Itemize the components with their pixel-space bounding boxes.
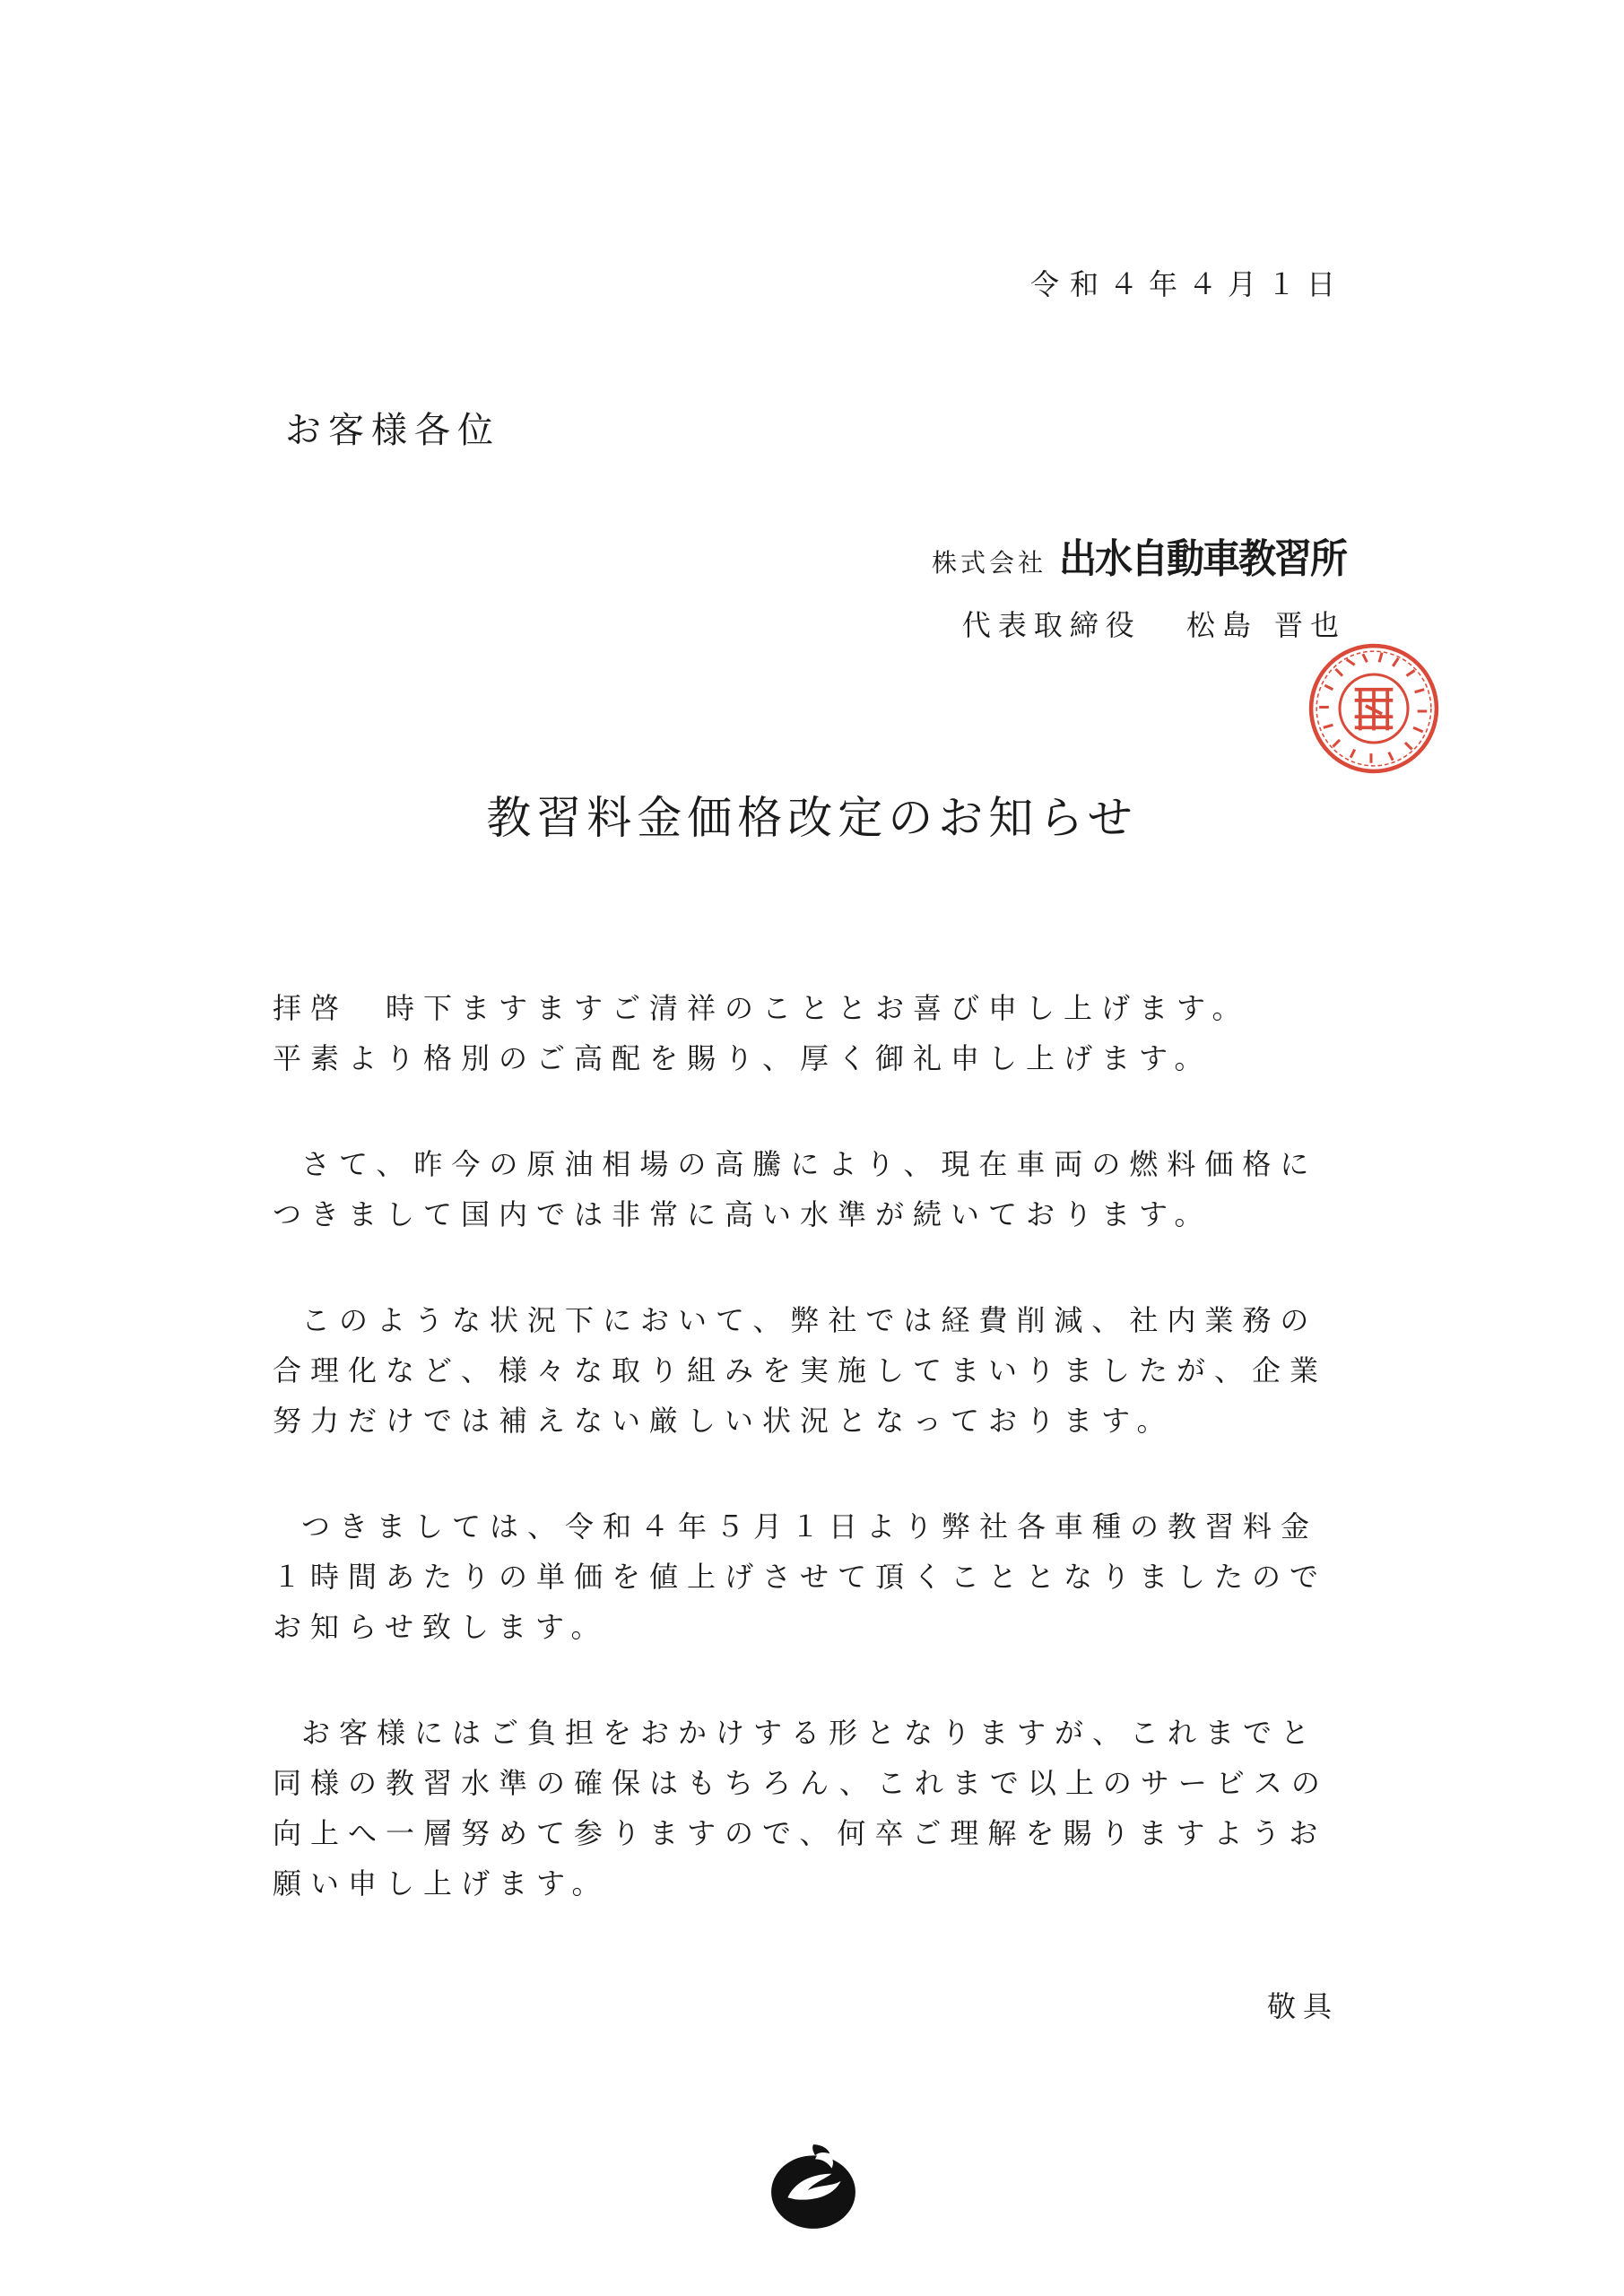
sender-representative [962, 603, 1346, 644]
representative-title: 代表取締役 [961, 608, 1142, 642]
paragraph-text: つきましては、令和４年５月１日より弊社各車種の教習料金１時間あたりの単価を値上げさせて頂くこととなりましたのでお知らせ致します。 [273, 1509, 1328, 1644]
paragraph-text: このような状況下において、弊社では経費削減、社内業務の合理化など、様々な取り組みを実施してまいりましたが、企業努力だけでは補えない厳しい状況となっております。 [273, 1303, 1328, 1438]
paragraph-text: お客様にはご負担をおかけする形となりますが、これまでと同様の教習水準の確保はもちろん、これまで以上のサービスの向上へ一層努めて参りますので、何卒ご理解を賜りますようお願い申し上げます。 [273, 1716, 1329, 1900]
notice-title: 教習料金価格改定のお知らせ [486, 792, 1138, 844]
body-paragraph [273, 1139, 1345, 1239]
representative-name: 松島 晋也 [1185, 608, 1346, 642]
body-paragraph [273, 1295, 1345, 1446]
closing-word: 敬具 [1266, 1989, 1339, 2023]
body-paragraph [273, 1501, 1345, 1652]
company-name: 出水自動車教習所 [1058, 535, 1346, 582]
greeting-line: 平素より格別のご高配を賜り、厚く御礼申し上げます。 [273, 1041, 1212, 1075]
crane-logo-icon [768, 2140, 859, 2233]
body-paragraph [273, 1708, 1345, 1909]
company-prefix: 株式会社 [931, 548, 1046, 578]
paragraph-text: さて、昨今の原油相場の高騰により、現在車両の燃料価格につきまして国内では非常に高い水準が続いております。 [273, 1147, 1318, 1231]
letter-date: 令和４年４月１日 [1029, 267, 1346, 301]
addressee: お客様各位 [285, 410, 500, 451]
sender-company [932, 529, 1346, 583]
company-seal-icon [1306, 640, 1442, 777]
greeting-paragraph [273, 983, 1345, 1083]
letter-body [273, 983, 1345, 1964]
greeting-line: 拝啓 時下ますますご清祥のこととお喜び申し上げます。 [273, 991, 1250, 1025]
